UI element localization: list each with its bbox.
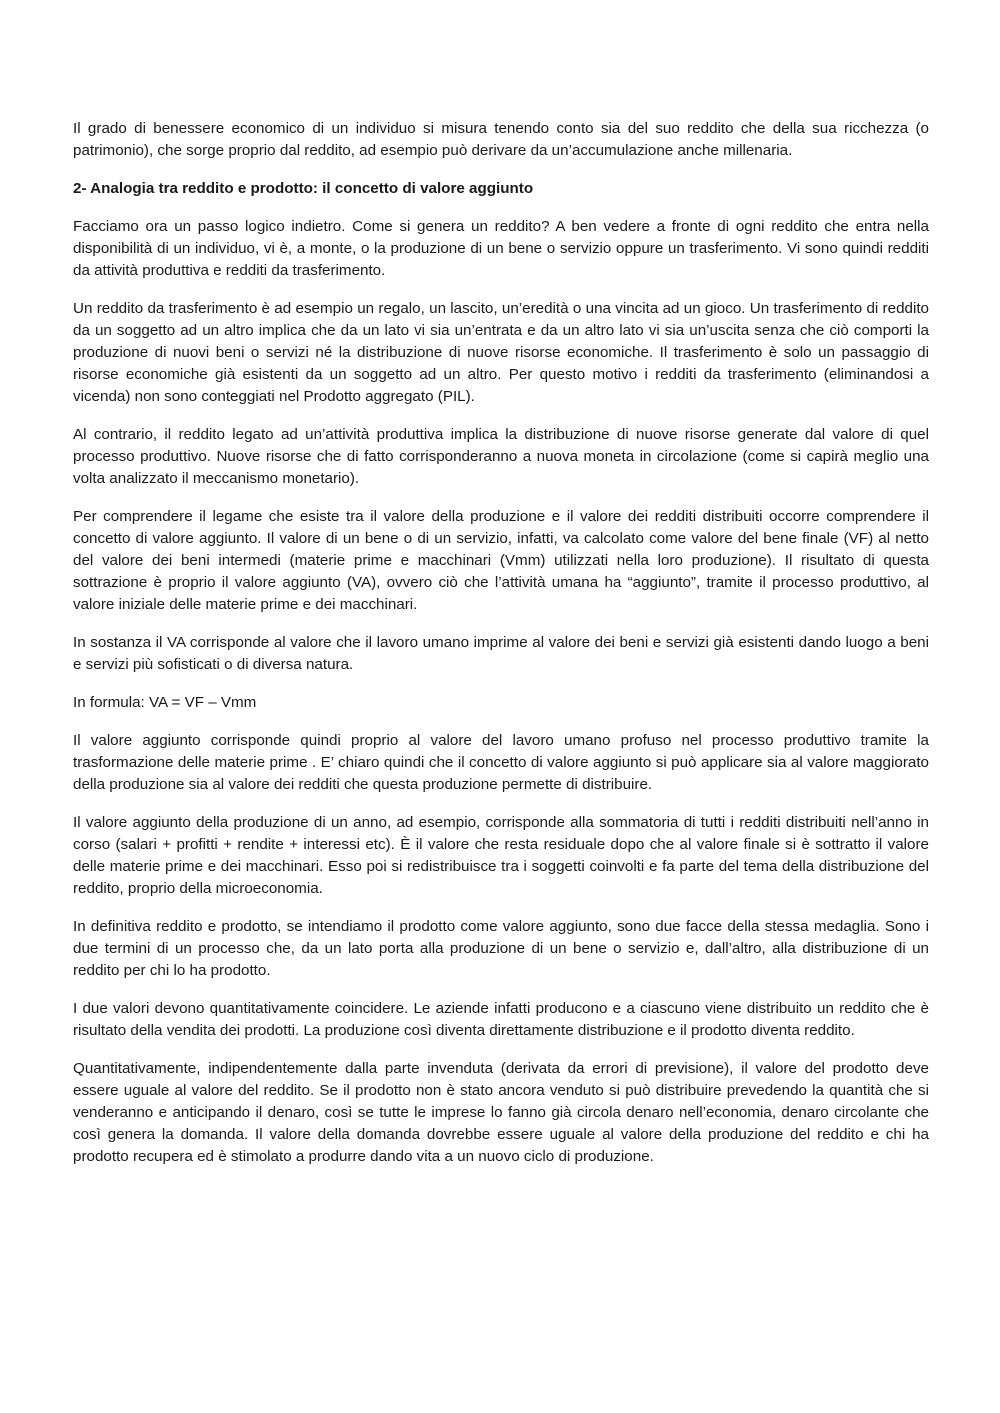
paragraph-quantitative-equality: Quantitativamente, indipendentemente dalla parte invenduta (derivata da errori di previsione), il valore del prodotto deve essere uguale al valore del reddito. Se il prodotto non è stato ancora venduto si può distribuire prevedendo la quantità che si venderanno e anticipando il denaro, così se tutte le imprese lo fanno già circola denaro nell’economia, denaro circolante che così genera la domanda. Il valore della domanda dovrebbe essere uguale al valore della produzione del reddito e chi ha prodotto recupera ed è stimolato a produrre dando vita a un nuovo ciclo di produzione. (73, 1060, 929, 1165)
paragraph-value-added-concept: Per comprendere il legame che esiste tra il valore della produzione e il valore dei redditi distribuiti occorre comprendere il concetto di valore aggiunto. Il valore di un bene o di un servizio, infatti, va calcolato come valore del bene finale (VF) al netto del valore dei beni intermedi (materie prime e macchinari (Vmm) utilizzati nella loro produzione). Il risultato di questa sottrazione è proprio il valore aggiunto (VA), ovvero ciò che l’attività umana ha “aggiunto”, tramite il processo produttivo, al valore iniziale delle materie prime e dei macchinari. (73, 508, 929, 613)
paragraph-productive-income: Al contrario, il reddito legato ad un’attività produttiva implica la distribuzione di nuove risorse generate dal valore di quel processo produttivo. Nuove risorse che di fatto corrisponderanno a nuova moneta in circolazione (come si capirà meglio una volta analizzato il meccanismo monetario). (73, 426, 929, 487)
paragraph-value-added-labour: Il valore aggiunto corrisponde quindi proprio al valore del lavoro umano profuso nel processo produttivo tramite la trasformazione delle materie prime . E’ chiaro quindi che il concetto di valore aggiunto si può applicare sia al valore maggiorato della produzione sia al valore dei redditi che questa produzione permette di distribuire. (73, 732, 929, 793)
paragraph-formula: In formula: VA = VF – Vmm (73, 694, 257, 711)
paragraph-transfer-income: Un reddito da trasferimento è ad esempio un regalo, un lascito, un’eredità o una vincita ad un gioco. Un trasferimento di reddito da un soggetto ad un altro implica che da un lato vi sia un’entrata e da un altro lato vi sia un’uscita senza che ciò comporti la produzione di nuovi beni o servizi né la distribuzione di nuove risorse economiche. Il trasferimento è solo un passaggio di risorse economiche già esistenti da un soggetto ad un altro. Per questo motivo i redditi da trasferimento (eliminandosi a vicenda) non sono conteggiati nel Prodotto aggregato (PIL). (73, 300, 929, 405)
paragraph-annual-value-added: Il valore aggiunto della produzione di un anno, ad esempio, corrisponde alla sommatoria di tutti i redditi distribuiti nell’anno in corso (salari + profitti + rendite + interessi etc). È il valore che resta residuale dopo che al valore finale si è sottratto il valore delle materie prime e dei macchinari. Esso poi si redistribuisce tra i soggetti coinvolti e fa parte del tema della distribuzione del reddito, proprio della microeconomia. (73, 814, 929, 897)
document-page (73, 118, 929, 1184)
paragraph-wellbeing: Il grado di benessere economico di un individuo si misura tenendo conto sia del suo reddito che della sua ricchezza (o patrimonio), che sorge proprio dal reddito, ad esempio può derivare da un’accumulazione anche millenaria. (73, 120, 929, 159)
paragraph-income-origin: Facciamo ora un passo logico indietro. Come si genera un reddito? A ben vedere a fronte di ogni reddito che entra nella disponibilità di un individuo, vi è, a monte, o la produzione di un bene o servizio oppure un trasferimento. Vi sono quindi redditi da attività produttiva e redditi da trasferimento. (73, 218, 929, 279)
paragraph-two-faces: In definitiva reddito e prodotto, se intendiamo il prodotto come valore aggiunto, sono due facce della stessa medaglia. Sono i due termini di un processo che, da un lato porta alla produzione di un bene o servizio e, dall’altro, alla distribuzione di un reddito per chi lo ha prodotto. (73, 918, 929, 979)
section-heading: 2- Analogia tra reddito e prodotto: il concetto di valore aggiunto (73, 180, 534, 197)
paragraph-value-added-human-work: In sostanza il VA corrisponde al valore che il lavoro umano imprime al valore dei beni e servizi già esistenti dando luogo a beni e servizi più sofisticati o di diversa natura. (73, 634, 929, 673)
paragraph-values-coincide: I due valori devono quantitativamente coincidere. Le aziende infatti producono e a ciascuno viene distribuito un reddito che è risultato della vendita dei prodotti. La produzione così diventa direttamente distribuzione e il prodotto diventa reddito. (73, 1000, 929, 1039)
